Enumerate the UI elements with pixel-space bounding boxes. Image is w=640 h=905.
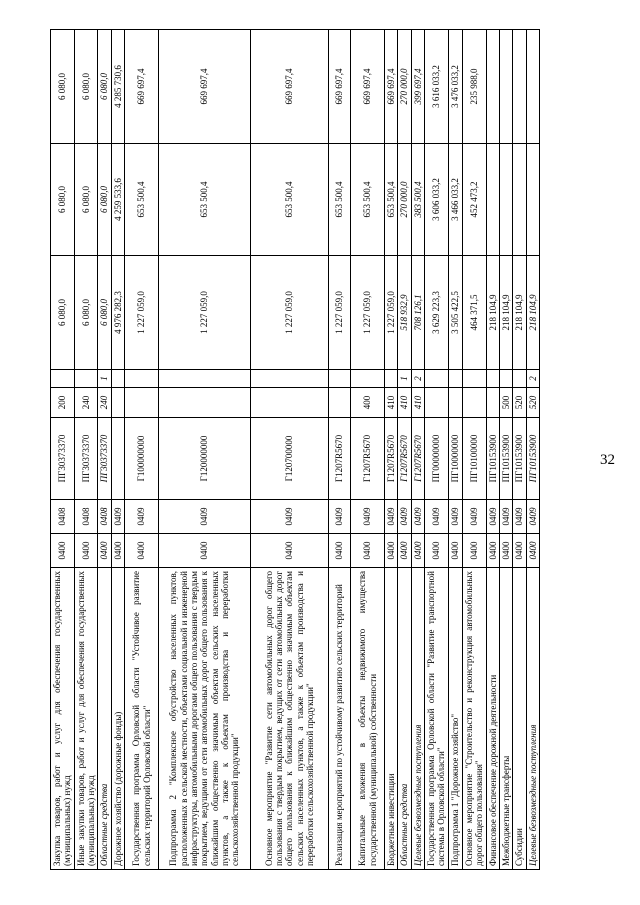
expense-type-code: 200 [51, 388, 75, 418]
amount-year-3: 4 285 730,6 [111, 30, 124, 144]
amount-year-1: 4 976 282,3 [111, 256, 124, 370]
expense-type-code [462, 388, 486, 418]
row-name: Целевые безвозмездные поступления [526, 568, 539, 870]
amount-year-2: 4 259 533,6 [111, 144, 124, 256]
table-row [351, 30, 385, 870]
table-row [98, 30, 111, 870]
section-code: 0400 [251, 534, 329, 568]
section-code: 0400 [448, 534, 462, 568]
section-code: 0400 [513, 534, 526, 568]
section-code: 0400 [486, 534, 499, 568]
source-code [425, 370, 449, 388]
page-number: 32 [600, 452, 615, 468]
section-code: 0400 [500, 534, 513, 568]
source-code [486, 370, 499, 388]
expense-type-code: 410 [398, 388, 411, 418]
target-article-code [111, 418, 124, 500]
expense-type-code: 500 [500, 388, 513, 418]
subsection-code: 0409 [329, 500, 351, 534]
amount-year-2: 653 500,4 [329, 144, 351, 256]
budget-table-sheet [50, 30, 640, 870]
subsection-code: 0409 [251, 500, 329, 534]
target-article-code: Г1207R5670 [329, 418, 351, 500]
table-row [74, 30, 98, 870]
expense-type-code: 410 [411, 388, 424, 418]
amount-year-1: 3 629 223,3 [425, 256, 449, 370]
amount-year-1: 1 227 059,0 [159, 256, 251, 370]
amount-year-1: 464 371,5 [462, 256, 486, 370]
row-name: Дорожное хозяйство (дорожные фонды) [111, 568, 124, 870]
table-row [385, 30, 398, 870]
subsection-code: 0408 [51, 500, 75, 534]
table-row [425, 30, 449, 870]
table-row [125, 30, 159, 870]
amount-year-2: 653 500,4 [159, 144, 251, 256]
row-name: Закупка товаров, работ и услуг для обеспечения государственных (муниципальных) нужд [51, 568, 75, 870]
amount-year-1: 1 227 059,0 [351, 256, 385, 370]
section-code: 0400 [351, 534, 385, 568]
amount-year-2: 3 606 033,2 [425, 144, 449, 256]
row-name: Финансовое обеспечение дорожной деятельности [486, 568, 499, 870]
table-row [159, 30, 251, 870]
table-row [411, 30, 424, 870]
subsection-code: 0409 [398, 500, 411, 534]
table-row [486, 30, 499, 870]
target-article-code: ПГ30373370 [98, 418, 111, 500]
amount-year-2: 270 000,0 [398, 144, 411, 256]
row-name: Государственная программа Орловской области "Устойчивое развитие сельских территорий Орловской области" [125, 568, 159, 870]
source-code [513, 370, 526, 388]
subsection-code: 0409 [486, 500, 499, 534]
table-row [500, 30, 513, 870]
row-name: Межбюджетные трансферты [500, 568, 513, 870]
source-code [51, 370, 75, 388]
source-code: 2 [411, 370, 424, 388]
expense-type-code: 400 [351, 388, 385, 418]
amount-year-3: 3 616 033,2 [425, 30, 449, 144]
amount-year-3: 270 000,0 [398, 30, 411, 144]
amount-year-1: 1 227 059,0 [329, 256, 351, 370]
amount-year-1: 3 505 422,5 [448, 256, 462, 370]
amount-year-1: 218 104,9 [500, 256, 513, 370]
source-code [125, 370, 159, 388]
target-article-code: ПГ10153900 [513, 418, 526, 500]
amount-year-2: 6 080,0 [51, 144, 75, 256]
target-article-code: ПГ10000000 [448, 418, 462, 500]
source-code: 2 [526, 370, 539, 388]
source-code: 1 [398, 370, 411, 388]
target-article-code: ПГ10153900 [486, 418, 499, 500]
subsection-code: 0409 [513, 500, 526, 534]
subsection-code: 0408 [74, 500, 98, 534]
target-article-code: Г100000000 [125, 418, 159, 500]
subsection-code: 0409 [159, 500, 251, 534]
expense-type-code [425, 388, 449, 418]
subsection-code: 0409 [500, 500, 513, 534]
section-code: 0400 [411, 534, 424, 568]
row-name: Областные средства [98, 568, 111, 870]
expense-type-code: 240 [98, 388, 111, 418]
amount-year-3 [513, 30, 526, 144]
table-row [513, 30, 526, 870]
target-article-code: Г120000000 [159, 418, 251, 500]
subsection-code: 0409 [411, 500, 424, 534]
expense-type-code [329, 388, 351, 418]
table-row [398, 30, 411, 870]
amount-year-1: 218 104,9 [486, 256, 499, 370]
section-code: 0400 [398, 534, 411, 568]
target-article-code: Г1207R5670 [411, 418, 424, 500]
section-code: 0400 [385, 534, 398, 568]
amount-year-2: 653 500,4 [351, 144, 385, 256]
amount-year-2 [526, 144, 539, 256]
section-code: 0400 [159, 534, 251, 568]
amount-year-3: 669 697,4 [351, 30, 385, 144]
subsection-code: 0409 [351, 500, 385, 534]
amount-year-1: 218 104,9 [526, 256, 539, 370]
table-row [462, 30, 486, 870]
source-code [159, 370, 251, 388]
section-code: 0400 [462, 534, 486, 568]
expense-type-code [251, 388, 329, 418]
table-row [111, 30, 124, 870]
source-code [351, 370, 385, 388]
subsection-code: 0409 [462, 500, 486, 534]
amount-year-1: 218 104,9 [513, 256, 526, 370]
row-name: Основное мероприятие "Развитие сети автомобильных дорог общего пользования с твердым покрытием, ведущих от сети автомобильных дорог общего пользования к ближайшим общественно значимым объектам сельских населенных пунктов, а также к объектам производства и переработки сельскохозяйственной продукции" [251, 568, 329, 870]
target-article-code: Г1207R5670 [398, 418, 411, 500]
target-article-code: Г1207R5670 [351, 418, 385, 500]
target-article-code: Г1207R5670 [385, 418, 398, 500]
section-code: 0400 [425, 534, 449, 568]
target-article-code: Г120700000 [251, 418, 329, 500]
source-code: 1 [98, 370, 111, 388]
table-row [251, 30, 329, 870]
amount-year-2: 452 473,2 [462, 144, 486, 256]
expense-type-code [486, 388, 499, 418]
subsection-code: 0409 [526, 500, 539, 534]
subsection-code: 0409 [125, 500, 159, 534]
source-code [385, 370, 398, 388]
section-code: 0400 [74, 534, 98, 568]
amount-year-3: 669 697,4 [125, 30, 159, 144]
amount-year-3: 235 988,0 [462, 30, 486, 144]
expense-type-code: 520 [513, 388, 526, 418]
table-row [51, 30, 75, 870]
amount-year-1: 6 080,0 [98, 256, 111, 370]
table-row [448, 30, 462, 870]
table-row [526, 30, 539, 870]
amount-year-2: 6 080,0 [74, 144, 98, 256]
budget-table [50, 29, 540, 870]
amount-year-2: 6 080,0 [98, 144, 111, 256]
amount-year-2 [500, 144, 513, 256]
row-name: Подпрограмма 2 "Комплексное обустройство населенных пунктов, расположенных в сельской местности, объектами социальной и инженерной инфраструктуры, автомобильными дорогами общего пользования с твердым покрытием, ведущими от сети автомобильных дорог общего пользования к ближайшим общественно значимым объектам сельских населенных пунктов, а также к объектам производства и переработки сельскохозяйственной продукции" [159, 568, 251, 870]
amount-year-3: 669 697,4 [385, 30, 398, 144]
row-name: Основное мероприятие "Строительство и реконструкция автомобильных дорог общего пользования" [462, 568, 486, 870]
budget-table-body [51, 30, 540, 870]
row-name: Реализация мероприятий по устойчивому развитию сельских территорий [329, 568, 351, 870]
amount-year-2: 653 500,4 [125, 144, 159, 256]
section-code: 0400 [526, 534, 539, 568]
expense-type-code: 240 [74, 388, 98, 418]
amount-year-1: 518 932,9 [398, 256, 411, 370]
source-code [111, 370, 124, 388]
amount-year-2 [513, 144, 526, 256]
row-name: Подпрограмма 1 "Дорожное хозяйство" [448, 568, 462, 870]
source-code [448, 370, 462, 388]
amount-year-2: 3 466 033,2 [448, 144, 462, 256]
amount-year-3: 399 697,4 [411, 30, 424, 144]
row-name: Государственная программа Орловской области "Развитие транспортной системы в Орловской области" [425, 568, 449, 870]
table-row [329, 30, 351, 870]
row-name: Иные закупки товаров, работ и услуг для обеспечения государственных (муниципальных) нужд [74, 568, 98, 870]
subsection-code: 0409 [425, 500, 449, 534]
expense-type-code: 520 [526, 388, 539, 418]
amount-year-2: 383 500,4 [411, 144, 424, 256]
amount-year-1: 6 080,0 [74, 256, 98, 370]
row-name: Областные средства [398, 568, 411, 870]
section-code: 0400 [329, 534, 351, 568]
expense-type-code: 410 [385, 388, 398, 418]
amount-year-3: 6 080,0 [98, 30, 111, 144]
row-name: Капитальные вложения в объекты недвижимого имущества государственной (муниципальной) собственности [351, 568, 385, 870]
amount-year-3: 669 697,4 [159, 30, 251, 144]
source-code [462, 370, 486, 388]
subsection-code: 0409 [385, 500, 398, 534]
amount-year-3: 3 476 033,2 [448, 30, 462, 144]
target-article-code: ПГ10100000 [462, 418, 486, 500]
amount-year-2 [486, 144, 499, 256]
target-article-code: ПГ30373370 [74, 418, 98, 500]
amount-year-1: 1 227 059,0 [385, 256, 398, 370]
expense-type-code [448, 388, 462, 418]
amount-year-3: 669 697,4 [329, 30, 351, 144]
section-code: 0400 [125, 534, 159, 568]
section-code: 0400 [51, 534, 75, 568]
target-article-code: ПГ30373370 [51, 418, 75, 500]
target-article-code: ПГ00000000 [425, 418, 449, 500]
row-name: Бюджетные инвестиции [385, 568, 398, 870]
subsection-code: 0408 [98, 500, 111, 534]
amount-year-1: 1 227 059,0 [251, 256, 329, 370]
source-code [500, 370, 513, 388]
amount-year-3: 6 080,0 [74, 30, 98, 144]
source-code [329, 370, 351, 388]
amount-year-1: 708 126,1 [411, 256, 424, 370]
amount-year-3 [526, 30, 539, 144]
amount-year-3 [486, 30, 499, 144]
row-name: Субсидии [513, 568, 526, 870]
subsection-code: 0409 [448, 500, 462, 534]
source-code [74, 370, 98, 388]
amount-year-3: 6 080,0 [51, 30, 75, 144]
source-code [251, 370, 329, 388]
expense-type-code [111, 388, 124, 418]
subsection-code: 0409 [111, 500, 124, 534]
amount-year-2: 653 500,4 [251, 144, 329, 256]
target-article-code: ПГ10153900 [500, 418, 513, 500]
section-code: 0400 [98, 534, 111, 568]
amount-year-3 [500, 30, 513, 144]
amount-year-1: 6 080,0 [51, 256, 75, 370]
amount-year-2: 653 500,4 [385, 144, 398, 256]
expense-type-code [159, 388, 251, 418]
row-name: Целевые безвозмездные поступления [411, 568, 424, 870]
expense-type-code [125, 388, 159, 418]
amount-year-1: 1 227 059,0 [125, 256, 159, 370]
target-article-code: ПГ10153900 [526, 418, 539, 500]
amount-year-3: 669 697,4 [251, 30, 329, 144]
section-code: 0400 [111, 534, 124, 568]
